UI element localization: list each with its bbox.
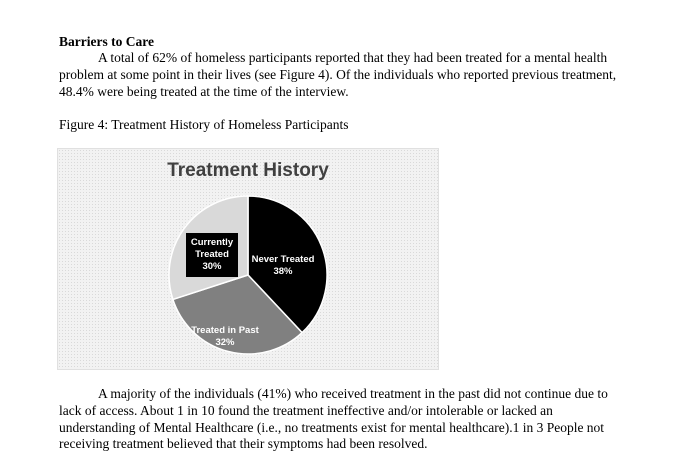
slice-value-label: 30% <box>202 261 222 272</box>
paragraph-1-text: A total of 62% of homeless participants reported that they had been treated for a mental health problem at some point in their lives (see Figure 4). Of the individuals who reported previous treatment, 48.4% were being treated at the time of the interview. <box>59 50 617 99</box>
figure-caption: Figure 4: Treatment History of Homeless Participants <box>59 117 349 132</box>
slice-name-label: Never Treated <box>251 254 315 265</box>
slice-value-label: 32% <box>215 337 235 348</box>
slice-name-label: Treated in Past <box>191 325 259 336</box>
slice-value-label: 38% <box>273 266 293 277</box>
slice-name-label: Treated <box>195 249 229 260</box>
chart-title: Treatment History <box>167 160 329 181</box>
paragraph-2-text: A majority of the individuals (41%) who received treatment in the past did not continue due to lack of access. About 1 in 10 found the treatment ineffective and/or intolerable or lacked an understanding of Mental Healthcare (i.e., no treatments exist for mental healthcare).1 in 3 People not receiving treatment believed that their symptoms had been resolved. <box>59 386 608 452</box>
pie-chart <box>57 148 439 370</box>
paragraph-1 <box>59 50 619 100</box>
slice-name-label: Currently <box>190 237 234 248</box>
paragraph-2 <box>59 386 619 453</box>
section-heading: Barriers to Care <box>59 34 154 49</box>
slice-label-currently-treated <box>186 233 238 277</box>
pie-chart-svg <box>58 149 438 369</box>
